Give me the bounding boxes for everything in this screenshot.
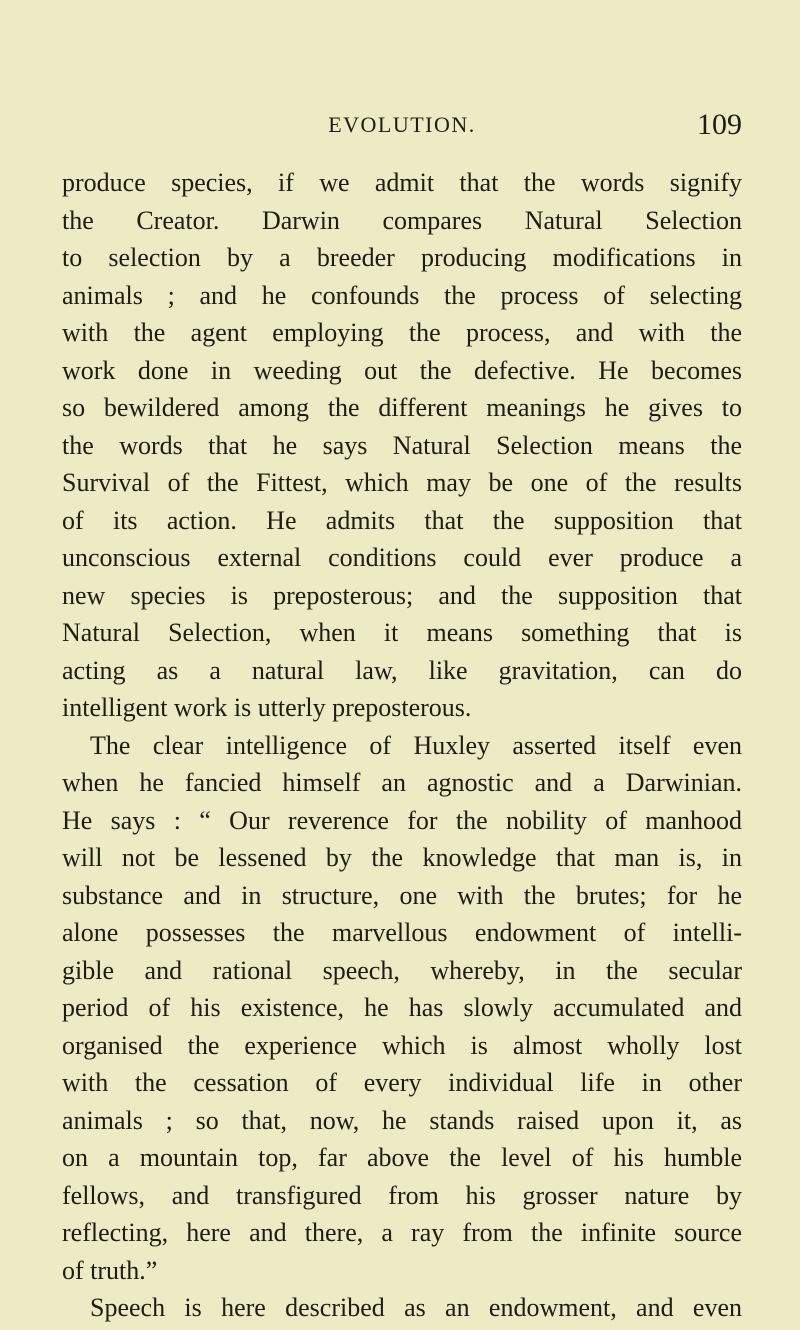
text-line: Survival of the Fittest, which may be one of the results [62,468,742,497]
text-line: animals ; so that, now, he stands raised upon it, as [62,1105,742,1135]
text-line: the words that he says Natural Selection means the [62,430,742,460]
text-line: gible and rational speech, whereby, in the secular [62,955,742,985]
text-line: of its action. He admits that the supposition that [62,505,742,535]
text-line: animals ; and he confounds the process of selecting [62,280,742,310]
body-text [62,164,742,1327]
text-line: substance and in structure, one with the brutes; for he [62,880,742,910]
text-line: fellows, and transfigured from his grosser nature by [62,1180,742,1210]
text-line: will not be lessened by the knowledge that man is, in [62,843,742,872]
text-line: organised the experience which is almost wholly lost [62,1030,742,1060]
text-line: on a mountain top, far above the level of his humble [62,1143,742,1172]
paragraph-end-line: intelligent work is utterly preposterous. [62,693,472,722]
paragraph-start-line: Speech is here described as an endowment, and even [90,1293,742,1322]
text-line: work done in weeding out the defective. He becomes [62,355,742,385]
text-line: alone possesses the marvellous endowment of intelli- [62,918,742,947]
text-line: with the agent employing the process, and with the [62,318,742,347]
text-line: He says : “ Our reverence for the nobility of manhood [62,805,742,835]
text-line: to selection by a breeder producing modifications in [62,243,742,272]
running-head [62,100,742,140]
text-line: unconscious external conditions could ever produce a [62,543,742,572]
text-line: so bewildered among the different meanings he gives to [62,393,742,422]
text-line: reflecting, here and there, a ray from the infinite source [62,1218,742,1247]
page-number: 109 [697,108,742,141]
text-line: produce species, if we admit that the words signify [62,168,742,197]
running-title: EVOLUTION. [328,112,476,137]
text-line: period of his existence, he has slowly accumulated and [62,993,742,1022]
paragraph-start-line: The clear intelligence of Huxley asserted itself even [90,730,742,760]
text-line: acting as a natural law, like gravitation, can do [62,655,742,685]
text-line: new species is preposterous; and the supposition that [62,580,742,610]
text-line: Natural Selection, when it means something that is [62,618,742,647]
paragraph-end-line: of truth.” [62,1255,158,1285]
text-line: when he fancied himself an agnostic and a Darwinian. [62,768,742,797]
text-line: the Creator. Darwin compares Natural Selection [62,205,742,235]
text-line: with the cessation of every individual life in other [62,1068,742,1097]
